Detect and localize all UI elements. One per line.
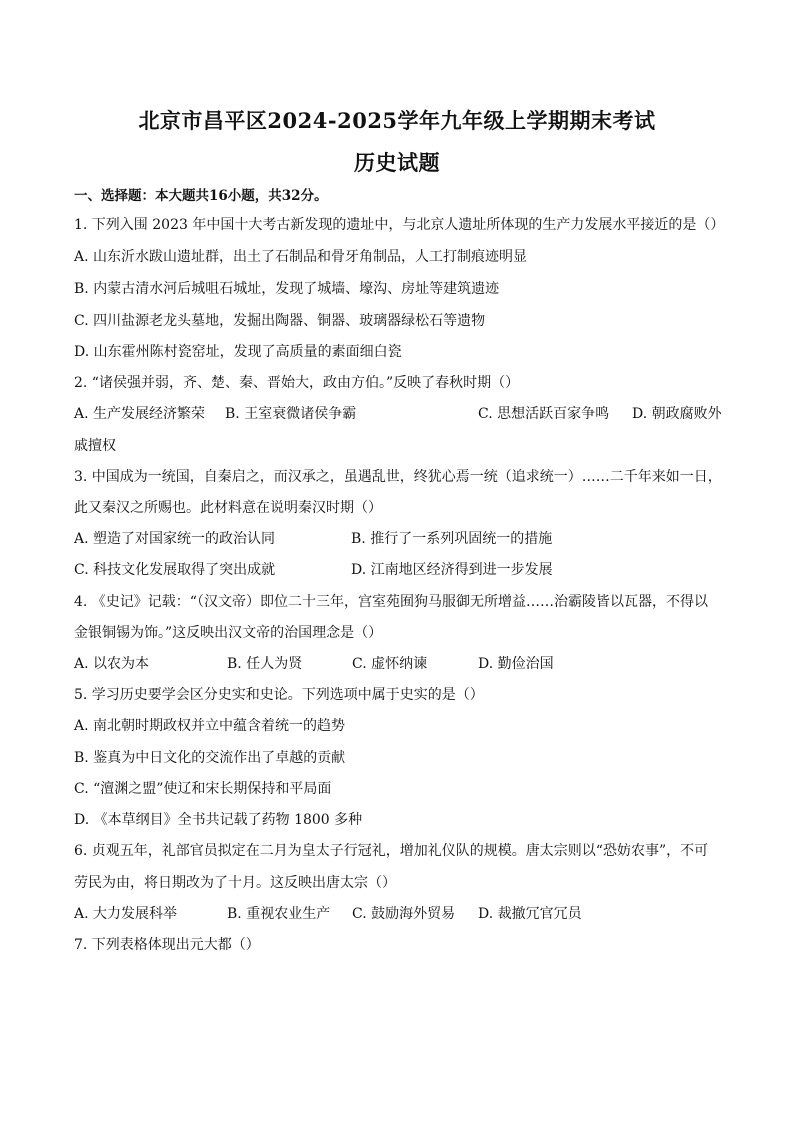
question-6-option-c: C. 鼓励海外贸易 (352, 906, 456, 922)
question-4-option-d: D. 勤俭治国 (478, 656, 554, 672)
section-heading: 一、选择题：本大题共16小题，共32分。 (74, 188, 328, 204)
question-1-stem: 1. 下列入围 2023 年中国十大考古新发现的遗址中，与北京人遗址所体现的生产力发展水平接近的是（） (74, 217, 725, 233)
question-2-stem: 2. “诸侯强并弱，齐、楚、秦、晋始大，政由方伯。”反映了春秋时期（） (74, 375, 520, 391)
exam-subtitle: 历史试题 (354, 150, 440, 175)
question-5-stem: 5. 学习历史要学会区分史实和史论。下列选项中属于史实的是（） (74, 687, 484, 703)
question-4-stem-line-2: 金银铜锡为饰。”这反映出汉文帝的治国理念是（） (74, 625, 383, 641)
question-6-option-d: D. 裁撤冗官冗员 (478, 906, 582, 922)
question-3-option-b: B. 推行了一系列巩固统一的措施 (351, 531, 553, 547)
question-5-option-a: A. 南北朝时期政权并立中蕴含着统一的趋势 (74, 718, 346, 734)
question-6-option-b: B. 重视农业生产 (227, 906, 331, 922)
question-3-option-a: A. 塑造了对国家统一的政治认同 (74, 531, 276, 547)
question-4-option-a: A. 以农为本 (74, 656, 150, 672)
question-5-option-d: D. 《本草纲目》全书共记载了药物 1800 多种 (74, 812, 363, 828)
question-1-option-b: B. 内蒙古清水河后城咀石城址，发现了城墙、壕沟、房址等建筑遗迹 (74, 281, 500, 297)
question-2-option-d: D. 朝政腐败外 (632, 406, 722, 422)
question-3-option-c: C. 科技文化发展取得了突出成就 (74, 562, 276, 578)
question-4-option-c: C. 虚怀纳谏 (352, 656, 428, 672)
exam-title: 北京市昌平区2024-2025学年九年级上学期期末考试 (138, 108, 656, 133)
question-5-option-b: B. 鉴真为中日文化的交流作出了卓越的贡献 (74, 750, 346, 766)
question-1-option-c: C. 四川盐源老龙头墓地，发掘出陶器、铜器、玻璃器绿松石等遗物 (74, 313, 486, 329)
question-6-option-a: A. 大力发展科举 (74, 906, 178, 922)
question-4-option-b: B. 任人为贤 (227, 656, 303, 672)
question-1-option-a: A. 山东沂水跋山遗址群，出土了石制品和骨牙角制品，人工打制痕迹明显 (74, 249, 528, 265)
question-4-stem-line-1: 4. 《史记》记载：“（汉文帝）即位二十三年，宫室苑囿狗马服御无所增益……治霸陵皆以瓦器，不得以 (74, 594, 708, 610)
question-6-stem-line-2: 劳民为由，将日期改为了十月。这反映出唐太宗（） (74, 875, 396, 891)
question-2-option-d-continued: 戚擅权 (74, 438, 116, 454)
question-5-option-c: C. “澶渊之盟”使辽和宋长期保持和平局面 (74, 781, 332, 797)
question-2-option-a: A. 生产发展经济繁荣 (74, 406, 206, 422)
question-1-option-d: D. 山东霍州陈村瓷窑址，发现了高质量的素面细白瓷 (74, 344, 402, 360)
question-3-stem-line-1: 3. 中国成为一统国，自秦启之，而汉承之，虽遇乱世，终犹心焉一统（追求统一）……二千年来如一日， (74, 469, 722, 485)
question-2-option-c: C. 思想活跃百家争鸣 (478, 406, 610, 422)
question-2-option-b: B. 王室衰微诸侯争霸 (225, 406, 357, 422)
question-3-stem-line-2: 此又秦汉之所赐也。此材料意在说明秦汉时期（） (74, 500, 382, 516)
question-3-option-d: D. 江南地区经济得到进一步发展 (351, 562, 553, 578)
question-6-stem-line-1: 6. 贞观五年，礼部官员拟定在二月为皇太子行冠礼，增加礼仪队的规模。唐太宗则以“恐妨农事”，不可 (74, 843, 709, 859)
question-7-stem: 7. 下列表格体现出元大都（） (74, 937, 260, 953)
